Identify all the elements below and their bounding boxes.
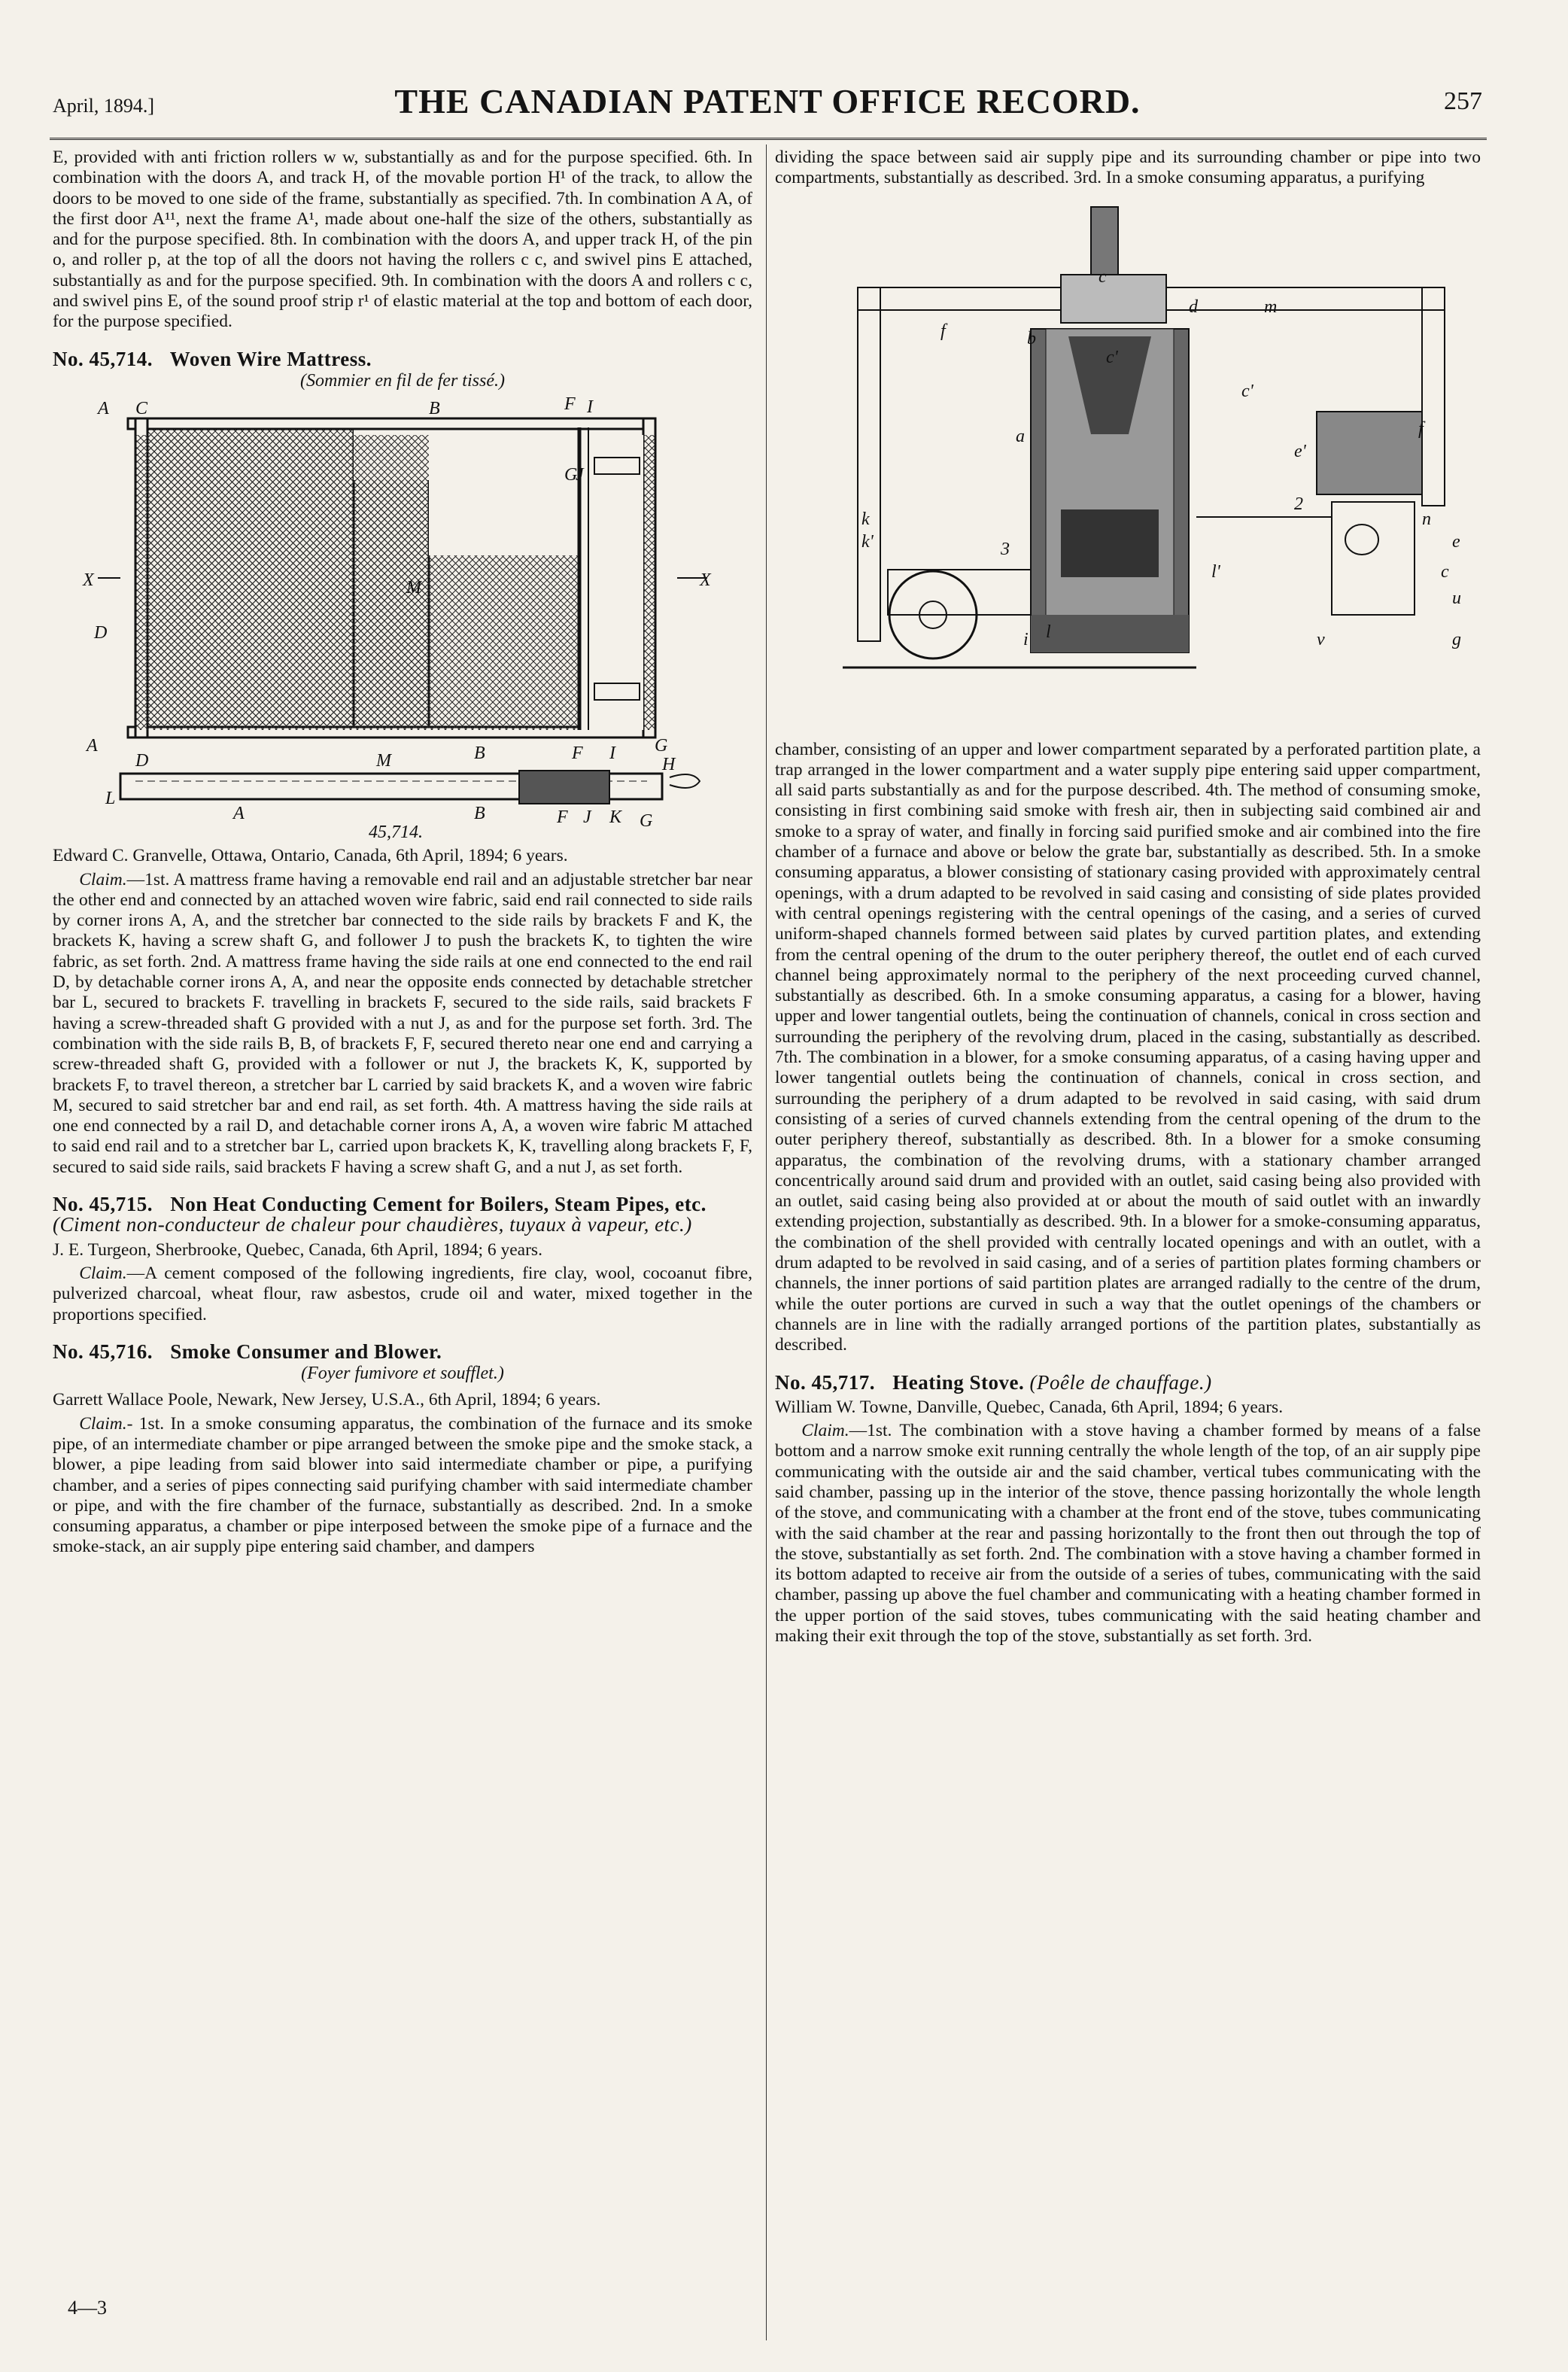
- mattress-figure: [53, 397, 752, 841]
- claim-label: Claim.: [801, 1421, 849, 1441]
- figure-letter: G: [640, 811, 653, 832]
- figure-letter: L: [105, 789, 116, 809]
- figure-letter: B: [474, 744, 485, 764]
- claim-body: - 1st. In a smoke consuming apparatus, the combination of the furnace and its smoke pipe, of an intermediate chamber or pipe arranged between the smoke pipe and the smoke stack, a blower, a pipe leading from said blower into said intermediate chamber or pipe, a purifying chamber, and a series of pipes connecting said purifying chamber with said intermediate chamber or pipe, and with the fire chamber of the furnace, substantially as described. 2nd. In a smoke consuming apparatus, a chamber or pipe interposed between the smoke pipe of a furnace and the smoke-stack, an air supply pipe entering said chamber, and dampers: [53, 1413, 752, 1557]
- figure-letter: B: [474, 804, 485, 824]
- figure-letter: k': [861, 531, 874, 552]
- figure-letter: I: [587, 397, 593, 418]
- figure-letter: D: [94, 623, 108, 643]
- column-divider: [766, 144, 767, 2340]
- patent-title: Smoke Consumer and Blower.: [170, 1340, 442, 1363]
- header-rule: [50, 138, 1487, 140]
- claim-label: Claim.: [79, 869, 127, 890]
- figure-letter: l': [1211, 561, 1220, 582]
- figure-letter: I: [609, 744, 615, 764]
- continuation-text: dividing the space between said air supply pipe and its surrounding chamber or pipe into two compartments, substantially as described. 3rd. In a smoke consuming apparatus, a purifying: [775, 147, 1481, 188]
- figure-letter: B: [429, 399, 440, 419]
- figure-letter: v: [1317, 629, 1325, 649]
- issue-date: April, 1894.]: [53, 95, 155, 117]
- smoke-consumer-drawing: [775, 193, 1481, 735]
- patent-number: No. 45,714.: [53, 347, 153, 370]
- figure-letter: F: [564, 397, 576, 415]
- patent-number: No. 45,717.: [775, 1370, 875, 1394]
- patent-number: No. 45,715.: [53, 1193, 153, 1216]
- publication-title: THE CANADIAN PATENT OFFICE RECORD.: [394, 82, 1141, 120]
- claim-label: Claim.: [79, 1413, 127, 1434]
- left-column: [53, 147, 752, 1558]
- claim-body: —1st. A mattress frame having a removable end rail and an adjustable stretcher bar near the other end and connected by an attached woven wire fabric, said end rail connected to side rails by corner irons A, A, and the stretcher bar connected to the side rails by brackets F and K, the brackets K, having a screw shaft G, and follower J to push the brackets K, to tighten the wire fabric, as set forth. 2nd. A mattress frame having the side rails at one end connected to the end rail D, by detachable corner irons A, A, and near the opposite ends connected by detachable stretcher bar L, secured to brackets F. travelling in brackets F, secured to the side rails, said brackets F having a screw-threaded shaft G provided with a nut J, as and for the purpose set forth. 3rd. The combination with the side rails B, B, of brackets F, F, secured thereto near one end and carrying a screw-threaded shaft G, provided with a follower or nut J, the brackets K, K, supported by brackets F, to travel thereon, a stretcher bar L carried by said brackets K, and a woven wire fabric M, secured to said stretcher bar and end rail, as set forth. 4th. A mattress having the side rails at one end connected by a rail D, and detachable corner irons A, A, a woven wire fabric M attached to said end rail and to a stretcher bar L, carried upon brackets K, K, travelling along brackets F, F, secured to said side rails, said brackets F having a screw shaft G, and a nut J, as set forth.: [53, 869, 752, 1177]
- patent-heading-45714: [53, 349, 752, 369]
- figure-letter: X: [700, 570, 711, 591]
- figure-letter: d: [1189, 296, 1198, 317]
- page-number: 257: [1444, 87, 1482, 115]
- claim-text: [53, 870, 752, 1178]
- patent-heading-45716: [53, 1342, 752, 1362]
- figure-letter: u: [1452, 588, 1461, 608]
- figure-letter: m: [1264, 296, 1278, 317]
- figure-letter: M: [406, 578, 421, 598]
- claim-body: —1st. The combination with a stove having a chamber formed by means of a false bottom and a narrow smoke exit running centrally the whole length of the top, of an air supply pipe communicating with the outside air and the said chamber, vertical tubes communicating with the said chamber, passing up in the interior of the stove, thence passing horizontally the whole length of the stove, and communicating with a chamber at the front end of the stove, tubes communicating with the said chamber at the rear and passing horizontally to the front then out through the top of the stove, substantially as set forth. 2nd. The combination with a stove having a chamber formed in its bottom adapted to receive air from the outside of a series of tubes, communicating with the said chamber, passing up above the fuel chamber and communicating with a heating chamber formed in the upper portion of the said stoves, tubes communicating with the said heating chamber and making their exit through the top of the stove, substantially as set forth. 3rd.: [775, 1421, 1481, 1647]
- smoke-consumer-figure: [775, 193, 1481, 735]
- figure-letter: i: [1023, 629, 1029, 649]
- patent-title: Woven Wire Mattress.: [169, 347, 372, 370]
- figure-letter: J: [576, 465, 584, 485]
- claim-text: [53, 1414, 752, 1558]
- patent-heading-45717: [775, 1370, 1481, 1394]
- figure-letter: c': [1241, 381, 1253, 401]
- inventor-line: Edward C. Granvelle, Ottawa, Ontario, Canada, 6th April, 1894; 6 years.: [53, 846, 568, 866]
- figure-letter: f: [940, 321, 946, 341]
- figure-letter: M: [376, 751, 391, 771]
- figure-letter: c': [1106, 347, 1118, 367]
- french-title: (Poêle de chauffage.): [1029, 1370, 1212, 1394]
- figure-letter: l: [1046, 622, 1051, 642]
- patent-title: Non Heat Conducting Cement for Boilers, Steam Pipes, etc.: [170, 1193, 707, 1216]
- inventor-line: J. E. Turgeon, Sherbrooke, Quebec, Canada, 6th April, 1894; 6 years.: [53, 1239, 542, 1260]
- continuation-text: E, provided with anti friction rollers w w, substantially as and for the purpose specified. 6th. In combination with the doors A, and track H, of the movable portion H¹ of the track, to allow the doors to be moved to one side of the frame, substantially as specified. 7th. In combination A A, of the first door A¹¹, next the frame A¹, made about one-half the size of the others, substantially as and for the purpose specified. 8th. In combination with the doors A, and upper track H, of the pin o, and roller p, at the top of all the doors not having the rollers c c, and swivel pins E attached, substantially as and for the purpose specified. 9th. In combination with the doors A and rollers c c, and swivel pins E, of the sound proof strip r¹ of elastic material at the top and bottom of each door, for the purpose specified.: [53, 147, 752, 332]
- right-column: [775, 147, 1481, 1647]
- inventor-line: Garrett Wallace Poole, Newark, New Jersey, U.S.A., 6th April, 1894; 6 years.: [53, 1390, 601, 1410]
- figure-letter: G: [655, 736, 668, 756]
- patent-number: No. 45,716.: [53, 1340, 153, 1363]
- patent-heading-45715: [53, 1194, 752, 1236]
- figure-letter: c: [1441, 561, 1449, 582]
- figure-letter: J: [583, 807, 591, 828]
- figure-letter: 2: [1294, 494, 1303, 514]
- figure-letter: c: [1099, 266, 1107, 287]
- figure-letter: K: [609, 807, 622, 828]
- patent-title: Heating Stove.: [892, 1370, 1025, 1394]
- figure-letter: D: [135, 751, 149, 771]
- claim-text: [53, 1264, 752, 1325]
- figure-letter: C: [135, 399, 148, 419]
- figure-caption: 45,714.: [369, 823, 423, 842]
- french-title: (Sommier en fil de fer tissé.): [300, 370, 505, 391]
- claim-body: —A cement composed of the following ingredients, fire clay, wool, cocoanut fibre, pulverized charcoal, wheat flour, raw asbestos, crude oil and water, mixed together in the proportions specified.: [53, 1263, 752, 1324]
- figure-letter: e: [1452, 531, 1460, 552]
- figure-letter: n: [1422, 509, 1431, 529]
- french-title: (Ciment non-conducteur de chaleur pour chaudières, tuyaux à vapeur, etc.): [53, 1213, 692, 1236]
- figure-letter: G: [564, 465, 578, 485]
- claim-label: Claim.: [79, 1263, 127, 1283]
- figure-letter: A: [233, 804, 245, 824]
- figure-letter: F: [557, 807, 568, 828]
- figure-letter: b: [1027, 328, 1036, 348]
- figure-letter: X: [83, 570, 94, 591]
- continuation-text: chamber, consisting of an upper and lower compartment separated by a perforated partition plate, a trap arranged in the lower compartment and a water supply pipe entering said upper compartment, all said parts substantially as and for the purpose described. 4th. The method of consuming smoke, consisting in first combining said smoke with fresh air, then in subjecting said combined air and smoke to a spray of water, and finally in forcing said purified smoke and air combined into the fire chamber of a furnace and above or below the grate bar, substantially as described. 5th. In a smoke consuming apparatus, a blower consisting of stationary casing provided with approximately central openings, with a drum adapted to be revolved in said casing and consisting of side plates provided with central openings registering with the central openings of the casing, and a series of curved uniform-shaped channels formed between said plates by curved partition plates, and extending from the central opening of the drum to the outer periphery thereof, the outlet end of each curved channel being approximately normal to the periphery of the next proceeding curved channel, substantially as described. 6th. In a smoke consuming apparatus, a casing for a blower, having upper and lower tangential outlets, being the continuation of channels, conical in cross section and surrounding the periphery of the revolving drum, placed in the casing, substantially as described. 7th. The combination in a blower, for a smoke consuming apparatus, of a casing having upper and lower tangential outlets being the continuation of channels, conical in cross section, and surrounding the periphery of a drum adapted to be revolved in said casing, with said drum consisting of a series of curved channels extending from the central opening of the drum to the outer periphery thereof, substantially as described. 8th. In a blower for a smoke consuming apparatus, the combination of the revolving drums, with a stationary chamber arranged concentrically around said drum and provided with an outlet, said casing being also provided with an outlet, said casing being also provided at or about the mouth of said outlet with an inwardly extending projection, substantially as described. 9th. In a blower for a smoke-consuming apparatus, the combination of the shell provided with centrally located openings and with an outlet, with a drum adapted to be revolved in said casing, and of a series of partition plates forming chambers or channels, the inner portions of said partition plates are arranged radially to the centre of the drum, while the outer portions are curved in such a way that the outlet openings of the chambers or channels are in line with the radially arranged portions of the partition plates, substantially as described.: [775, 739, 1481, 1355]
- figure-letter: F: [572, 744, 583, 764]
- figure-letter: e': [1294, 441, 1306, 461]
- figure-letter: k: [861, 509, 870, 529]
- figure-letter: A: [98, 399, 109, 419]
- claim-text: [775, 1421, 1481, 1647]
- figure-letter: 3: [1001, 539, 1010, 559]
- figure-letter: a: [1016, 426, 1025, 446]
- figure-letter: H: [662, 755, 676, 775]
- page-header: [53, 81, 1482, 134]
- mattress-drawing: [53, 397, 752, 841]
- figure-letter: g: [1452, 629, 1461, 649]
- inventor-line: William W. Towne, Danville, Quebec, Canada, 6th April, 1894; 6 years.: [775, 1397, 1284, 1417]
- figure-letter: A: [87, 736, 98, 756]
- french-title: (Foyer fumivore et soufflet.): [301, 1364, 504, 1384]
- figure-letter: f: [1418, 418, 1424, 439]
- signature-mark: 4—3: [68, 2297, 107, 2319]
